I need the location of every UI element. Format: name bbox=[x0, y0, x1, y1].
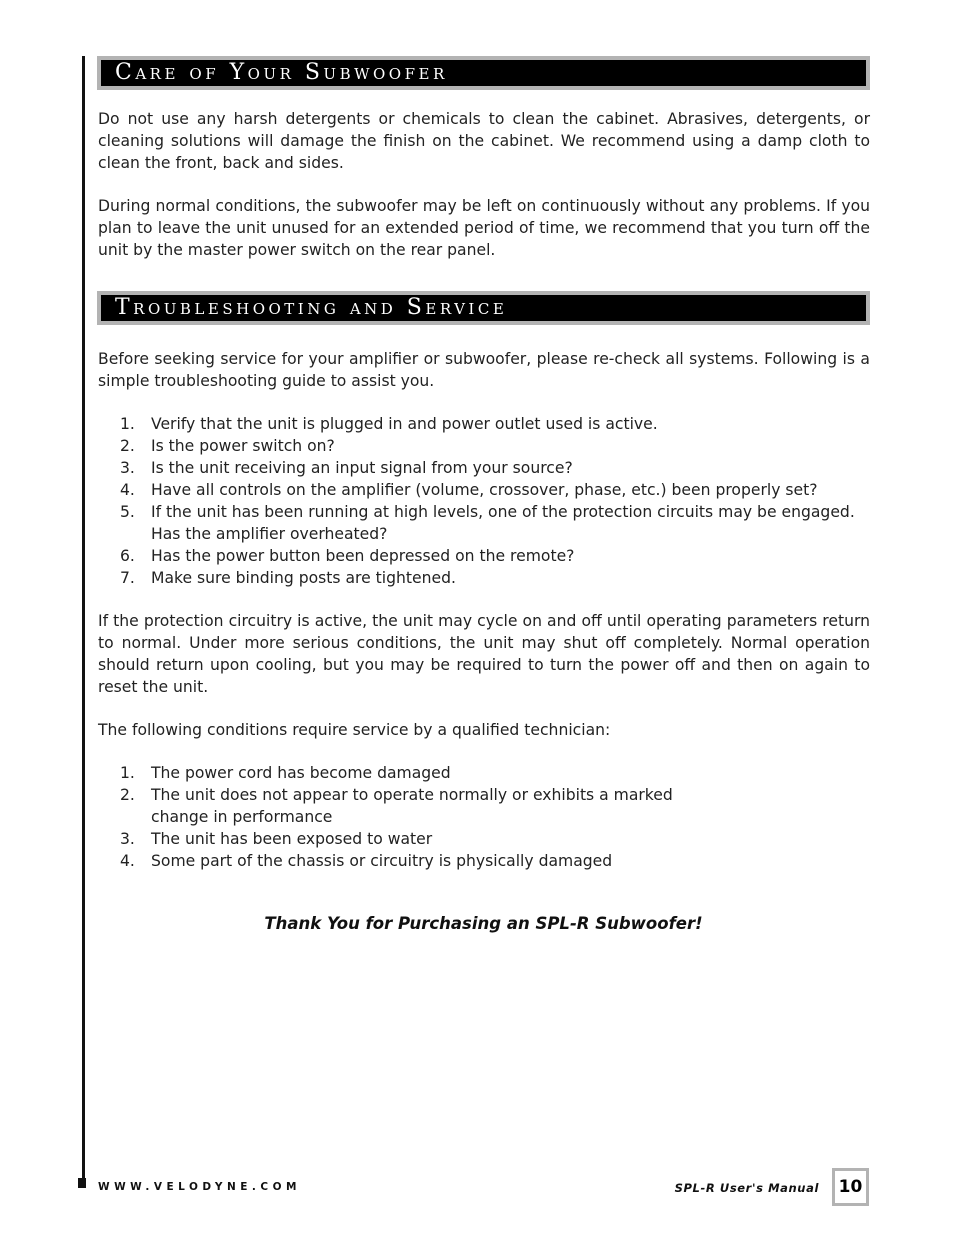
list-item-number: 5. bbox=[120, 503, 135, 521]
list-item-text: The unit has been exposed to water bbox=[151, 830, 433, 848]
list-item-number: 6. bbox=[120, 547, 135, 565]
list-item-text: Make sure binding posts are tightened. bbox=[151, 569, 456, 587]
section-header-bar bbox=[101, 60, 866, 86]
list-item-number: 7. bbox=[120, 569, 135, 587]
left-margin-rule-end bbox=[78, 1178, 86, 1188]
list-item bbox=[98, 501, 870, 545]
care-paragraph-power: During normal conditions, the subwoofer may be left on continuously without any problems. If you plan to leave the unit unused for an extended period of time, we recommend that you turn off the unit by the master power switch on the rear panel. bbox=[98, 197, 870, 259]
closing-message: Thank You for Purchasing an SPL-R Subwoofer! bbox=[264, 914, 703, 933]
list-item-text: Is the power switch on? bbox=[151, 437, 335, 455]
list-item-number: 1. bbox=[120, 415, 135, 433]
protection-paragraph: If the protection circuitry is active, the unit may cycle on and off until operating parameters return to normal. Under more serious conditions, the unit may shut off completely. Normal operation should return upon cooling, but you may be required to turn the power off and then on again to reset the unit. bbox=[98, 612, 870, 696]
list-item-text: The power cord has become damaged bbox=[151, 764, 451, 782]
list-item-text: Is the unit receiving an input signal from your source? bbox=[151, 459, 573, 477]
list-item bbox=[98, 545, 870, 567]
left-margin-rule bbox=[82, 56, 85, 1180]
list-item-number: 3. bbox=[120, 830, 135, 848]
list-item bbox=[98, 850, 870, 872]
footer-website: WWW.VELODYNE.COM bbox=[98, 1181, 302, 1193]
list-item-number: 4. bbox=[120, 852, 135, 870]
page-number: 10 bbox=[835, 1171, 866, 1203]
list-item-text: If the unit has been running at high levels, one of the protection circuits may be engaged. Has the amplifier overheated? bbox=[151, 503, 855, 543]
list-item bbox=[98, 413, 870, 435]
list-item-text: The unit does not appear to operate normally or exhibits a marked change in performance bbox=[151, 786, 673, 826]
section-header-care bbox=[97, 56, 870, 90]
section-header-troubleshooting bbox=[97, 291, 870, 325]
list-item-text: Some part of the chassis or circuitry is physically damaged bbox=[151, 852, 613, 870]
list-item-number: 2. bbox=[120, 437, 135, 455]
list-item-number: 3. bbox=[120, 459, 135, 477]
care-paragraph-cleaning: Do not use any harsh detergents or chemicals to clean the cabinet. Abrasives, detergents, or cleaning solutions will damage the finish on the cabinet. We recommend using a damp cloth to clean the front, back and sides. bbox=[98, 110, 870, 172]
list-item bbox=[98, 762, 870, 784]
service-intro: The following conditions require service by a qualified technician: bbox=[98, 721, 611, 739]
list-item-text: Have all controls on the amplifier (volume, crossover, phase, etc.) been properly set? bbox=[151, 481, 818, 499]
list-item-text: Verify that the unit is plugged in and power outlet used is active. bbox=[151, 415, 658, 433]
list-item bbox=[98, 567, 870, 589]
list-item-text: Has the power button been depressed on the remote? bbox=[151, 547, 575, 565]
section-title-care: Care of Your Subwoofer bbox=[115, 60, 448, 85]
section-title-troubleshooting: Troubleshooting and Service bbox=[115, 295, 508, 320]
footer-manual-title: SPL-R User's Manual bbox=[674, 1181, 819, 1195]
service-conditions-list bbox=[98, 762, 870, 872]
troubleshooting-intro: Before seeking service for your amplifier or subwoofer, please re-check all systems. Following is a simple troubleshooting guide to assist you. bbox=[98, 350, 870, 390]
list-item-number: 1. bbox=[120, 764, 135, 782]
list-item-number: 2. bbox=[120, 786, 135, 804]
page-number-box bbox=[832, 1168, 869, 1206]
section-header-bar bbox=[101, 295, 866, 321]
list-item bbox=[98, 457, 870, 479]
list-item bbox=[98, 479, 870, 501]
list-item bbox=[98, 435, 870, 457]
list-item-number: 4. bbox=[120, 481, 135, 499]
list-item bbox=[98, 784, 870, 828]
list-item bbox=[98, 828, 870, 850]
troubleshooting-checklist bbox=[98, 413, 870, 589]
